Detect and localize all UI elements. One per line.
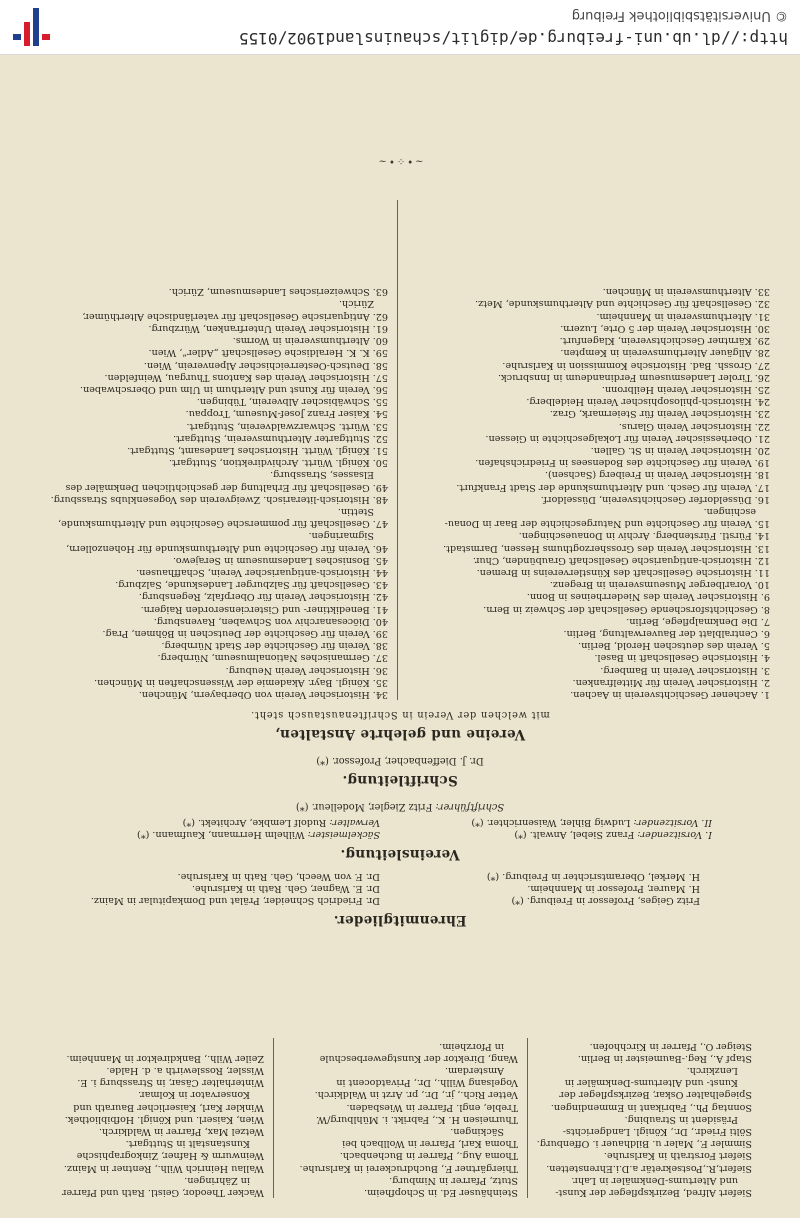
list-item: in Pforzheim. [439,1040,504,1052]
list-item: Thoma Karl, Pfarrer in Wollbach bei [342,1138,518,1150]
list-item: Wien, Kaiserl. und Königl. Hofbibliothek. [64,1113,264,1125]
list-item: Thoma Aug., Pfarrer in Buchenbach. [339,1150,518,1162]
board-left [412,816,712,840]
honorary-right [50,869,380,906]
list-item: Elsasses, Strassburg. [270,469,374,481]
list-item: Zeiler Wilh., Bankdirektor in Mannheim. [66,1052,264,1064]
list-item: 44. Historisch-antiquarischer Verein, Schaffhausen. [136,566,388,578]
list-item: Konservator in Kolmar. [138,1089,250,1101]
list-item: Wang, Direktor der Kunstgewerbeschule [319,1052,518,1064]
role-label: Schriftführer: [435,801,505,812]
list-item: 6. Centralblatt der Bauverwaltung, Berlin. [563,627,770,639]
board-member: Rudolf Lembke, Architekt. (*) [182,816,327,828]
list-item: Amsterdam. [444,1064,504,1076]
list-item: Zürich. [338,298,374,310]
board-member: Ludwig Bihler, Waisenrichter. (*) [471,816,631,828]
members-column-right [42,1052,264,1198]
role-label: Säckelmeister: [307,829,380,840]
list-item: 13. Historischer Verein des Grossherzogthums Hessen, Darmstadt. [443,542,770,554]
list-item: Lenzkirch. [686,1064,738,1076]
ornament-divider: ~•⁘•~ [376,155,424,166]
list-item: 18. Historischer Verein in Freiberg (Sachsen). [544,469,770,481]
list-item: 14. Fürstl. Fürstenberg. Archiv in Donaueschingen. [518,530,770,542]
list-item: in Zähringen. [184,1174,250,1186]
list-item: 53. Württ. Schwarzwaldverein, Stuttgart. [186,420,388,432]
list-item: eschingen. [703,505,756,517]
list-item: 49. Gesellschaft für Erhaltung der geschichtlichen Denkmäler des [65,481,388,493]
board-secretary [40,801,760,812]
list-item: 48. Historisch-literarisch. Zweigverein des Vogesenklubs Strassburg. [50,493,388,505]
list-item: 40. Diöcesanarchiv von Schwaben, Ravensburg. [153,615,388,627]
editorial-name: Dr. J. Dieffenbacher, Professor. (*) [316,755,484,766]
list-item: Siefert,R.,Postsekretär a.D.i.Ehrenstetten. [546,1162,752,1174]
list-item: 46. Verein für Geschichte und Alterthumskunde für Hohenzollern, [66,542,388,554]
list-item: Dr. E. Wagner, Geh. Rath in Karlsruhe. [191,882,380,894]
list-item: 29. Kärntner Geschichtsverein, Klagenfurt. [559,335,770,347]
list-item: Steiger O., Pfarrer in Kirchhofen. [589,1040,752,1052]
list-item: Sölti Friedr., Dr., Königl. Landgerichts- [562,1125,752,1137]
board-member: Fritz Ziegler, Modelleur. (*) [295,801,433,812]
list-item: 30. Historischer Verein der 5 Orte, Luzern. [560,322,770,334]
list-item: 24. Historisch-philosophischer Verein Heidelberg. [526,396,770,408]
list-item: Dr. Friedrich Schneider, Prälat und Domkapitular in Mainz. [90,895,380,906]
list-item: 1. Aachener Geschichtsverein in Aachen. [570,689,770,700]
list-item: Siefert Forstrath in Karlsruhe. [603,1150,752,1162]
list-item: 9. Historischer Verein des Niederrheines in Bonn. [526,591,770,603]
list-item: 31. Alterthumsverein in Mannheim. [596,310,770,322]
list-item: 7. Die Denkmalpflege, Berlin. [626,615,770,627]
list-item: 27. Grossh. Bad. Historische Kommission in Karlsruhe. [502,359,770,371]
list-item: Stutz, Pfarrer in Nimburg. [389,1174,518,1186]
list-item: 60. Alterthumsverein in Worms. [232,335,388,347]
honorary-title: Ehrenmitglieder. [333,912,467,928]
list-item: Säckingen. [450,1125,504,1137]
list-item: 12. Historisch-antiquarische Gesellschaft Graubünden, Chur. [472,554,770,566]
list-item: 42. Historischer Verein für Oberpfalz, Regensburg. [138,591,388,603]
list-item: 39. Verein für Geschichte der Deutschen in Böhmen, Prag. [102,627,388,639]
list-item: 2. Historischer Verein für Mittelfranken. [572,676,770,688]
list-item: Dr. F. von Weech, Geh. Rath in Karlsruhe. [177,870,380,882]
page-url[interactable]: http://dl.ub.uni-freiburg.de/diglit/schauinsland1902/0155 [238,29,788,48]
list-item: H. Maurer, Professor in Mannheim. [527,882,700,894]
societies-subtitle: mit welchen der Verein in Schriftenaustausch steht. [250,709,550,720]
list-item: 56. Verein für Kunst und Alterthum in Ulm und Oberschwaben. [80,383,388,395]
list-item: Vetter Rich., jr., Dr., pr. Arzt in Waldkirch. [314,1089,518,1101]
list-item: Thiergärtner F., Buchdruckerei in Karlsruhe. [299,1162,518,1174]
list-item: 17. Verein für Gesch. und Alterthumskunde der Stadt Frankfurt. [456,481,770,493]
list-item: Wetzel Max, Pfarrer in Waldkirch. [98,1125,264,1137]
list-item: Vogelsang Willh., Dr., Privatdocent in [336,1077,518,1089]
board-title: Vereinsleitung. [340,846,460,862]
list-item: 34. Historischer Verein von Oberbayern, München. [138,689,388,700]
list-item: 8. Geschichtsforschende Gesellschaft der Schweiz in Bern. [483,603,770,615]
role-label: I. Vorsitzender: [637,829,712,840]
list-item: 10. Vorarlberger Museumsverein in Bregenz. [549,579,770,591]
list-item: und Altertums-Denkmäler in Lahr. [571,1174,738,1186]
list-item: Spiegelhalter Oskar, Bezirkspfleger der [559,1089,752,1101]
list-item: Treble, engl. Pfarrer in Wiesbaden. [346,1101,518,1113]
societies-title: Vereine und gelehrte Anstalten, [274,726,526,742]
role-label: II. Vorsitzender: [633,816,712,828]
list-item: 35. Königl. Bayr. Akademie der Wissenschaften in München. [94,676,388,688]
list-item: 19. Verein für Geschichte des Bodensees in Friedrichshafen. [475,457,770,469]
list-item: 57. Historischer Verein des Kantons Thurgau, Weinfelden. [104,371,388,383]
societies-column-right [26,285,388,700]
list-item: 43. Gesellschaft für Salzburger Landeskunde, Salzburg. [115,579,388,591]
column-divider [527,1038,528,1198]
list-item: 21. Oberhessischer Verein für Lokalgeschichte in Giessen. [485,432,770,444]
list-item: Stapf A., Reg.-Baumeister in Berlin. [577,1052,752,1064]
ub-freiburg-logo-icon [8,4,54,50]
board-right [60,816,380,840]
copyright-credit: © Universitätsbibliothek Freiburg [571,8,788,23]
board-member: Franz Siebel, Anwalt. (*) [514,829,635,840]
societies-column-left [408,285,770,700]
list-item: Stettin. [337,505,374,517]
viewer-header [0,0,800,55]
list-item: 41. Benediktiner- und Cistercienserorden Raigern. [140,603,388,615]
column-divider [397,200,398,700]
list-item: 63. Schweizerisches Landesmuseum, Zürich. [168,286,388,298]
list-item: 45. Bosnisches Landesmuseum in Serajewo. [172,554,388,566]
list-item: 11. Historische Gesellschaft des Künstlervereins in Bremen. [476,566,770,578]
list-item: 37. Germanisches Nationalmuseum, Nürnberg. [157,652,388,664]
board-member: Wilhelm Herrmann, Kaufmann. (*) [137,829,305,840]
list-item: 54. Kaiser Franz Josef-Museum, Troppau. [185,408,388,420]
list-item: Wissler, Rosslewirth a. d. Halde. [106,1064,264,1076]
list-item: 50. Königl. Württ. Archivdirektion, Stuttgart. [168,457,388,469]
list-item: 28. Allgäuer Alterthumsverein in Kempten. [560,347,770,359]
members-column-middle [282,1039,518,1198]
list-item: Sonntag Ph., Fabrikant in Emmendingen. [550,1101,752,1113]
list-item: Kunstanstalt in Stuttgart. [125,1138,250,1150]
list-item: Wallau Heinrich Wilh., Rentner in Mainz. [63,1162,264,1174]
list-item: 52. Stuttgarter Alterthumsverein, Stuttgart. [173,432,388,444]
list-item: 22. Historischer Verein Glarus. [618,420,770,432]
members-column-left [534,1039,752,1198]
list-item: Winkler Karl, Kaiserlicher Baurath und [73,1101,264,1113]
list-item: Winterhalter Cäsar, in Strassburg i. E. [77,1077,264,1089]
list-item: Kunst- und Altertums-Denkmäler in [564,1077,738,1089]
list-item: 23. Historischer Verein für Steiermark, Graz. [549,408,770,420]
list-item: Sigmaringen. [308,530,374,542]
list-item: Präsident in Straubing. [624,1113,738,1125]
list-item: 15. Verein für Geschichte und Naturgeschichte der Baar in Donau- [444,518,770,530]
list-item: 16. Düsseldorfer Geschichtsverein, Düsseldorf. [540,493,770,505]
list-item: Steinhäuser Ed. in Schopfheim. [364,1187,518,1198]
list-item: Simmler F., Maler u. Bildhauer i. Offenburg. [536,1138,752,1150]
list-item: Fritz Geiges, Professor in Freiburg. (*) [511,895,700,906]
role-label: Verwalter: [329,816,380,828]
list-item: Wacker Theodor, Geistl. Rath und Pfarrer [61,1187,264,1198]
list-item: 33. Alterthumsverein in München. [602,286,770,298]
list-item: 55. Schwäbischer Albverein, Tübingen. [196,396,388,408]
list-item: 4. Historische Gesellschaft in Basel. [594,652,770,664]
list-item: 20. Historischer Verein in St. Gallen. [590,444,770,456]
list-item: Weinwurm & Hafner, Zinkographische [76,1150,264,1162]
editorial-title: Schriftleitung. [342,772,458,788]
list-item: 5. Verein des deutschen Herold, Berlin. [578,640,770,652]
list-item: 47. Gesellschaft für pommersche Geschichte und Alterthumskunde, [58,518,388,530]
list-item: 58. Deutsch-Oesterreichischer Alpenverein, Wien. [143,359,388,371]
list-item: Siefert Alfred, Bezirkspfleger der Kunst- [555,1187,752,1198]
list-item: 32. Gesellschaft für Geschichte und Alterthumskunde, Metz. [475,298,770,310]
list-item: 3. Historischer Verein in Bamberg. [600,664,770,676]
list-item: 62. Antiquarische Gesellschaft für vaterländische Alterthümer, [82,310,388,322]
list-item: 25. Historischer Verein Heilbronn. [601,383,770,395]
list-item: Thurneisen H. K., Fabrikt. i. Mühlburg/W. [315,1113,518,1125]
list-item: 38. Verein für Geschichte der Stadt Nürnberg. [161,640,388,652]
list-item: 26. Tiroler Landesmuseum Ferdinandeum in Innsbruck. [497,371,770,383]
list-item: H. Merkel, Oberamtsrichter in Freiburg. (*) [486,870,700,882]
document-page [0,55,800,1218]
column-divider [273,1038,274,1198]
list-item: 36. Historischer Verein Neuburg. [225,664,388,676]
list-item: 59. K. K. Heraldische Gesellschaft „Adler“, Wien. [148,347,388,359]
list-item: 51. Königl. Württ. Historisches Landesamt, Stuttgart. [127,444,388,456]
list-item: 61. Historischer Verein Unterfranken, Würzburg. [148,322,388,334]
honorary-left [420,869,700,906]
